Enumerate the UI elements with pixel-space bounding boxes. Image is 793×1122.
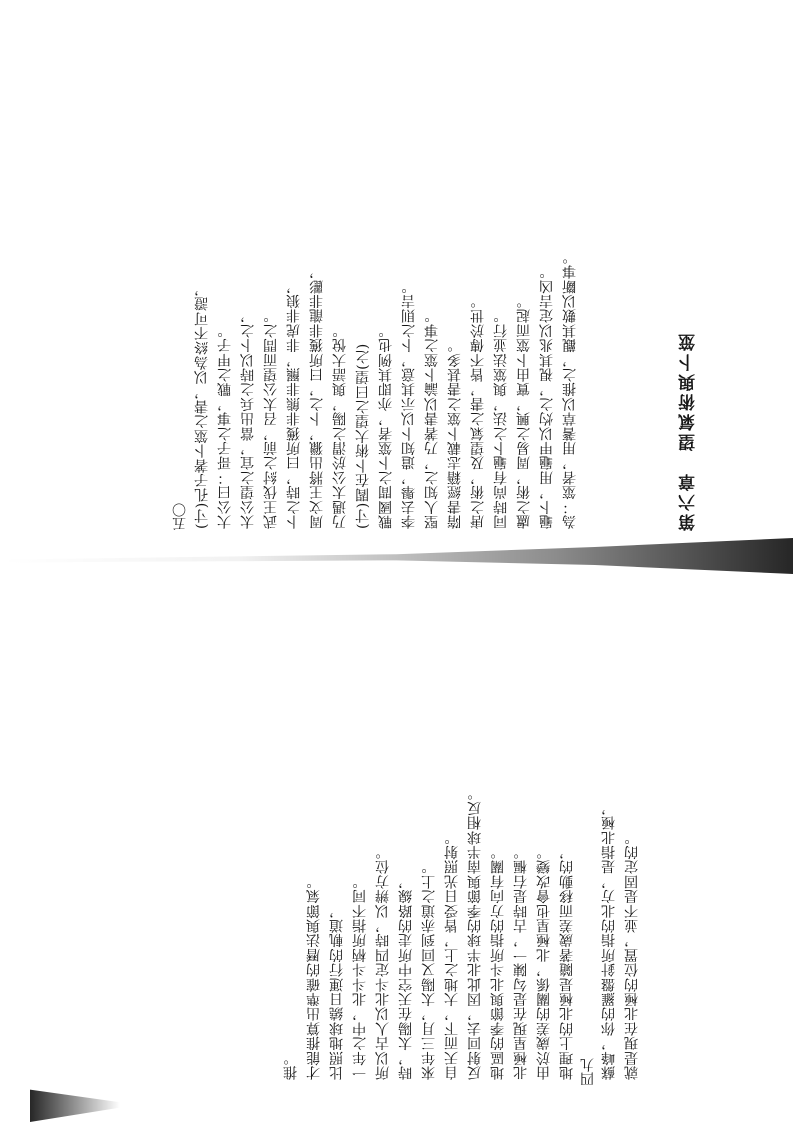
text-column: 唐之術，及望氣之書，皆不傳於世。 bbox=[470, 293, 486, 529]
text-column: 地理上的北極是隨著歲差而移動的， bbox=[559, 844, 575, 1080]
text-column: 時，太陽在天空中所走的路線， bbox=[398, 874, 414, 1080]
text-column: 堅人知之，乃著書以論卜筮之事。 bbox=[424, 308, 440, 529]
text-column: 卜之時，曰所獲非熊非羆，非虎非狼， bbox=[286, 279, 302, 529]
text-column: 由於歲差的關係，北極星也會改變。 bbox=[536, 844, 552, 1080]
text-column: 就是現在北極的位置，並不是固定的。 bbox=[624, 830, 640, 1080]
text-column: 才能推算出準確的曆法與節氣。 bbox=[306, 874, 322, 1080]
lower-page bbox=[0, 561, 793, 1122]
text-column: 推。 bbox=[283, 1050, 299, 1080]
text-column: 盧之術，周易之興，實由卜筮而起。 bbox=[516, 293, 532, 529]
text-column: 大公曰：哥子之事，戰之甲子。 bbox=[217, 323, 233, 529]
page-number: 五〇 bbox=[172, 503, 188, 531]
text-column: 同時尚有龜卜之法，與筮法並行。 bbox=[493, 308, 509, 529]
page-number: 四九 bbox=[580, 1058, 596, 1086]
text-column: 武王伐紂之前，召太公望而問之。 bbox=[263, 308, 279, 529]
text-column: 周文王將出獵，卜之，曰所獲非龍非彲， bbox=[309, 264, 325, 529]
text-column: 太公望之宜，當出兵之時以卜之， bbox=[240, 308, 256, 529]
text-column: 自天而下，大地之上，皆受日光照射。 bbox=[444, 830, 460, 1080]
chapter-title: 第六章 望氣術與卜筮 bbox=[679, 331, 699, 531]
text-column: 北極星現在是勾陳一，古時是右樞。 bbox=[513, 844, 529, 1080]
text-column: 所以古人以北斗定四時，以辨方位。 bbox=[375, 844, 391, 1080]
text-column: 乃遇太公於渭之陽，與語大悅。 bbox=[332, 323, 348, 529]
text-column: (寸)閻在卜術大望之曰望(之) bbox=[355, 343, 371, 529]
text-column: 隋書經籍志載卜筮之書甚多。 bbox=[447, 337, 463, 529]
text-column: 蘇峰，你的羅盤針所指的北方，是指北極， bbox=[601, 800, 617, 1080]
text-column: 一年之中，北斗斗柄所指不同。 bbox=[352, 874, 368, 1080]
text-column: 李去舉，遣知卜以示其意，卜之則吉。 bbox=[401, 279, 417, 529]
text-column: 來年三月，太陽又回到赤道之上。 bbox=[421, 859, 437, 1080]
text-column: 戰國間之卜筮者，亦即其例也。 bbox=[378, 323, 394, 529]
text-column: 為：筮者，用蓍草以推之，觀其數以斷事。 bbox=[562, 249, 578, 529]
text-column: 比照地球繞日運行的軌道， bbox=[329, 903, 345, 1080]
text-column: (寸)孔子著卜筮之書，以為終不可證， bbox=[194, 281, 210, 529]
text-column: 地區的季節與北斗所指的方向有關。 bbox=[490, 844, 506, 1080]
text-column: 反射回去，因此北半球的季節與南半球相反。 bbox=[467, 786, 483, 1080]
text-column: 龜卜，用龜甲以灼之，視其兆以定吉凶。 bbox=[539, 264, 555, 529]
